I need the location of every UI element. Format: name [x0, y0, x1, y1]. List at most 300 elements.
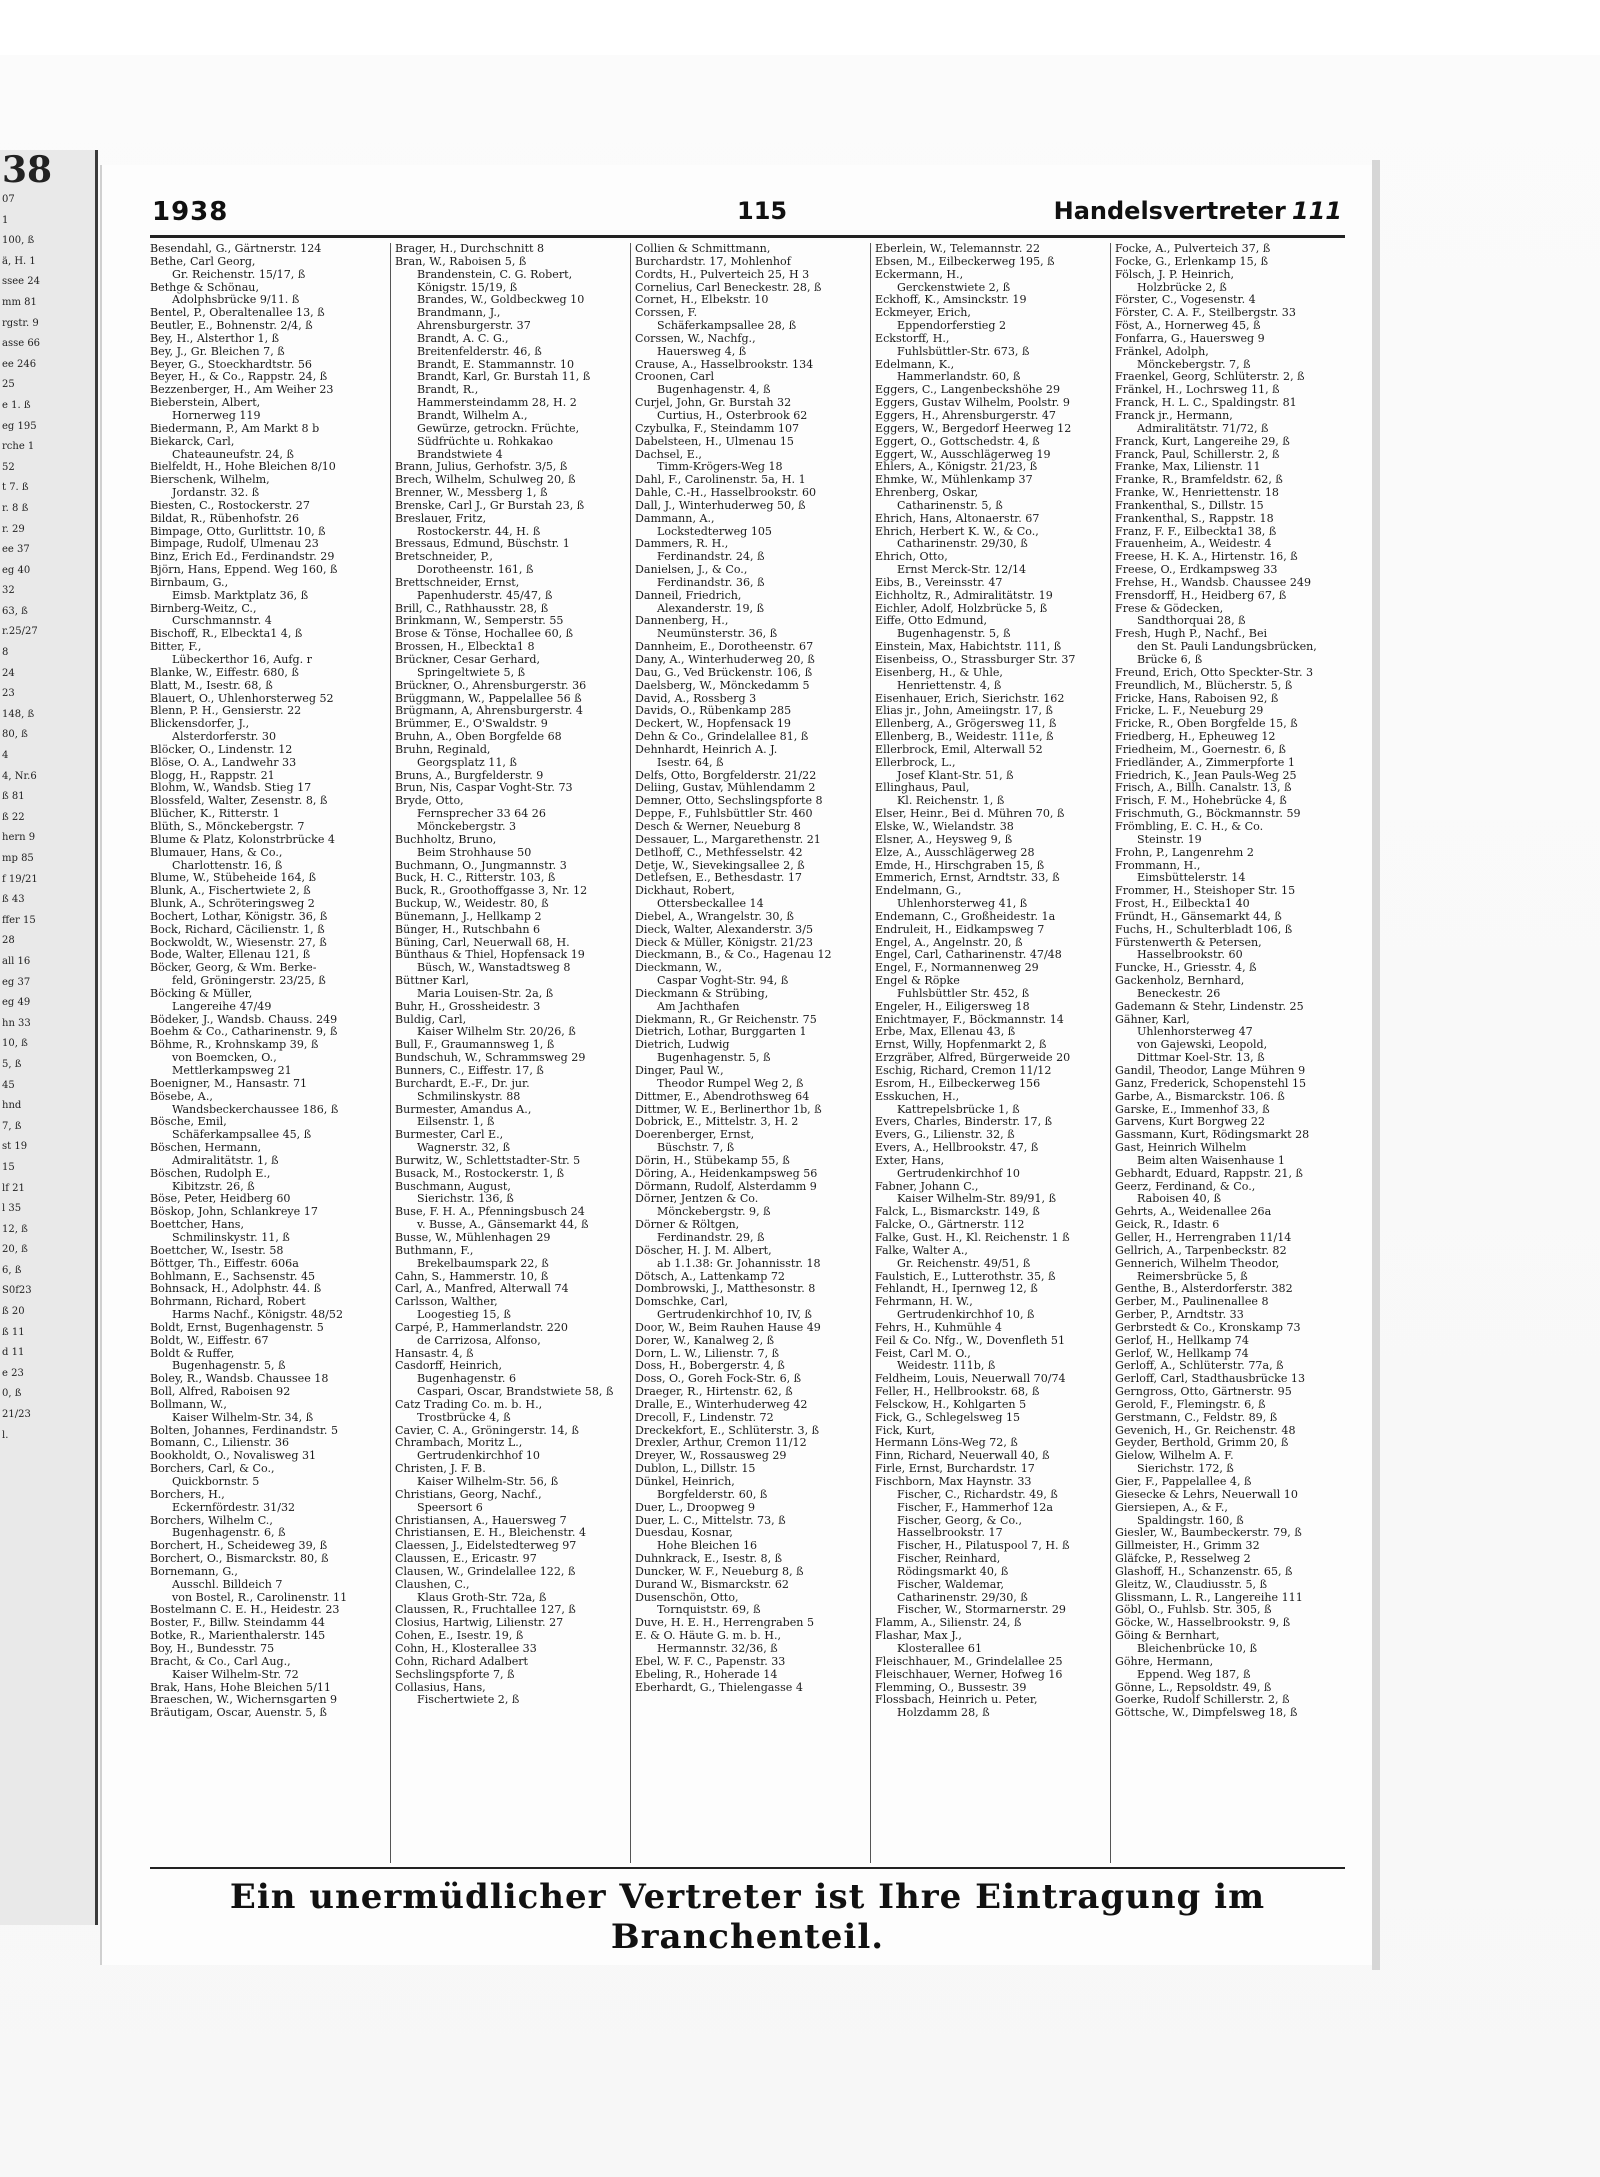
directory-entry: Elske, W., Wielandstr. 38: [875, 820, 1014, 833]
left-page-fragment: eg 49: [2, 997, 31, 1009]
directory-entry: Mönckebergstr. 7, ß: [1137, 358, 1251, 371]
directory-entry: Croonen, Carl: [635, 371, 715, 384]
directory-entry: Biedermann, P., Am Markt 8 b: [150, 422, 320, 435]
directory-entry: Bracht, & Co., Carl Aug.,: [150, 1655, 291, 1668]
directory-entry: Birnberg-Weitz, C.,: [150, 602, 257, 615]
directory-entry: Dittmer, W. E., Berlinerthor 1b, ß: [635, 1103, 822, 1116]
directory-entry: Eppend. Weg 187, ß: [1137, 1668, 1251, 1681]
directory-entry: Bugenhagenstr. 5, ß: [657, 1052, 771, 1065]
directory-entry: Freese, H. K. A., Hirtenstr. 16, ß: [1115, 551, 1298, 564]
directory-entry: Flossbach, Heinrich u. Peter,: [875, 1694, 1038, 1707]
directory-entry: Erzgräber, Alfred, Bürgerweide 20: [875, 1052, 1071, 1065]
directory-entry: Friedheim, M., Goernestr. 6, ß: [1115, 743, 1286, 756]
left-page-fragment: 15: [2, 1161, 15, 1173]
directory-entry: Dörner & Röltgen,: [635, 1219, 740, 1232]
directory-entry: Fresh, Hugh P., Nachf., Bei: [1115, 628, 1268, 641]
left-page-fragment: 45: [2, 1079, 15, 1091]
directory-entry: Schmilinskystr. 88: [417, 1090, 521, 1103]
left-page-fragment: 63, ß: [2, 605, 28, 617]
directory-entry: Corssen, F.: [635, 307, 698, 320]
directory-entry: Engel & Röpke: [875, 975, 960, 988]
directory-entry: Geerz, Ferdinand, & Co.,: [1115, 1180, 1256, 1193]
directory-entry: von Bostel, R., Carolinenstr. 11: [172, 1591, 348, 1604]
directory-entry: Charlottenstr. 16, ß: [172, 859, 283, 872]
directory-entry: Dammers, R. H.,: [635, 538, 729, 551]
left-page-fragment: 10, ß: [2, 1038, 28, 1050]
directory-entry: Blume, W., Stübeheide 164, ß: [150, 872, 316, 885]
directory-entry: Brümmer, E., O'Swaldstr. 9: [395, 718, 548, 731]
directory-entry: Doerenberger, Ernst,: [635, 1129, 755, 1142]
directory-entry: Kaiser Wilhelm-Str. 56, ß: [417, 1476, 559, 1488]
directory-entry: Brettschneider, Ernst,: [395, 576, 520, 589]
directory-entry: Elser, Heinr., Bei d. Mühren 70, ß: [875, 808, 1065, 821]
directory-entry: Trostbrücke 4, ß: [417, 1411, 511, 1424]
directory-entry: Förster, C. A. F., Steilbergstr. 33: [1115, 307, 1296, 320]
directory-entry: Gevenich, H., Gr. Reichenstr. 48: [1115, 1424, 1296, 1437]
directory-entry: Busack, M., Rostockerstr. 1, ß: [395, 1167, 565, 1180]
directory-entry: Brandmann, J.,: [417, 307, 501, 320]
directory-entry: Clausen, W., Grindelallee 122, ß: [395, 1565, 576, 1578]
directory-entry: Reimersbrücke 5, ß: [1137, 1270, 1248, 1283]
directory-entry: Gerbrstedt & Co., Kronskamp 73: [1115, 1321, 1301, 1334]
directory-entry: Hermann Löns-Weg 72, ß: [875, 1437, 1018, 1450]
directory-entry: Gläfcke, P., Resselweg 2: [1115, 1553, 1251, 1566]
directory-entry: Cohen, E., Isestr. 19, ß: [395, 1630, 524, 1643]
directory-entry: Biekarck, Carl,: [150, 435, 235, 448]
left-page-fragment: d 11: [2, 1347, 25, 1359]
directory-entry: Focke, G., Erlenkamp 15, ß: [1115, 255, 1269, 268]
directory-entry: Dannenberg, H.,: [635, 615, 729, 628]
left-page-fragment: e 1. ß: [2, 399, 31, 411]
directory-entry: Birnbaum, G.,: [150, 576, 229, 589]
directory-entry: Gewürze, getrockn. Früchte,: [417, 422, 580, 435]
directory-entry: Bostelmann C. E. H., Heidestr. 23: [150, 1604, 340, 1617]
directory-entry: Bödeker, J., Wandsb. Chauss. 249: [150, 1013, 338, 1026]
directory-entry: Rostockerstr. 44, H. ß: [417, 525, 541, 538]
directory-entry: Papenhuderstr. 45/47, ß: [417, 589, 553, 602]
directory-entry: Blatt, M., Isestr. 68, ß: [150, 679, 273, 692]
directory-entry: Raboisen 40, ß: [1137, 1193, 1222, 1206]
left-page-fragment: 4, Nr.6: [2, 770, 37, 782]
directory-entry: Erbe, Max, Ellenau 43, ß: [875, 1026, 1016, 1039]
column-5: [1110, 243, 1348, 1863]
directory-entry: Bugenhagenstr. 6, ß: [172, 1527, 286, 1540]
directory-entry: Faulstich, E., Lutterothstr. 35, ß: [875, 1270, 1056, 1283]
directory-entry: Boster, F., Billw. Steindamm 44: [150, 1617, 325, 1630]
left-page-fragment: eg 195: [2, 420, 37, 432]
directory-entry: Bran, W., Raboisen 5, ß: [395, 255, 527, 268]
directory-entry: Doss, O., Goreh Fock-Str. 6, ß: [635, 1373, 802, 1386]
directory-entry: Bomann, C., Lilienstr. 36: [150, 1437, 290, 1450]
column-4: [870, 243, 1108, 1863]
left-page-fragment: ß 43: [2, 894, 25, 906]
directory-entry: Fehlandt, H., Ipernweg 12, ß: [875, 1283, 1038, 1296]
directory-entry: Burmester, Carl E.,: [395, 1129, 504, 1142]
directory-entry: Borchert, O., Bismarckstr. 80, ß: [150, 1553, 329, 1566]
left-page-fragment: 7, ß: [2, 1120, 22, 1132]
directory-entry: Exter, Hans,: [875, 1154, 945, 1167]
directory-entry: Fricke, R., Oben Borgfelde 15, ß: [1115, 718, 1298, 731]
directory-entry: Bruns, A., Burgfelderstr. 9: [395, 769, 544, 782]
directory-entry: Evers, Charles, Binderstr. 17, ß: [875, 1116, 1053, 1129]
directory-entry: Brügmann, A, Ahrensburgerstr. 4: [395, 705, 583, 718]
directory-entry: Dahle, C.-H., Hasselbrookstr. 60: [635, 487, 817, 500]
directory-entry: Brandenstein, C. G. Robert,: [417, 268, 573, 281]
directory-entry: Bressaus, Edmund, Büschstr. 1: [395, 538, 570, 551]
directory-entry: Duhnkrack, E., Isestr. 8, ß: [635, 1553, 783, 1566]
directory-entry: Gast, Heinrich Wilhelm: [1115, 1142, 1247, 1155]
directory-entry: Eckermann, H.,: [875, 268, 964, 281]
directory-entry: Fischborn, Max Haynstr. 33: [875, 1476, 1032, 1488]
directory-entry: Duer, L. C., Mittelstr. 73, ß: [635, 1514, 786, 1527]
directory-entry: Gerlof, H., Hellkamp 74: [1115, 1334, 1249, 1347]
directory-entry: Eggert, W., Ausschlägerweg 19: [875, 448, 1051, 461]
directory-entry: Glissmann, L. R., Langereihe 111: [1115, 1591, 1303, 1604]
directory-entry: Closius, Hartwig, Lilienstr. 27: [395, 1617, 564, 1630]
directory-entry: Fuchs, H., Schulterbladt 106, ß: [1115, 923, 1293, 936]
directory-entry: Franz, F. F., Eilbeckta1 38, ß: [1115, 525, 1277, 538]
top-margin: [0, 0, 1600, 55]
directory-entry: Brill, C., Rathhausstr. 28, ß: [395, 602, 549, 615]
directory-entry: Gönne, L., Repsoldstr. 49, ß: [1115, 1681, 1272, 1694]
directory-entry: Eckernfördestr. 31/32: [172, 1501, 296, 1514]
directory-entry: Böschen, Hermann,: [150, 1142, 262, 1155]
directory-entry: Bielfeldt, H., Hohe Bleichen 8/10: [150, 461, 336, 474]
directory-entry: Brech, Wilhelm, Schulweg 20, ß: [395, 474, 576, 487]
directory-entry: Flamm, A., Silienstr. 24, ß: [875, 1617, 1022, 1630]
directory-entry: Rödingsmarkt 40, ß: [897, 1565, 1009, 1578]
directory-entry: Christiansen, A., Hauersweg 7: [395, 1514, 567, 1527]
directory-entry: Dinger, Paul W.,: [635, 1065, 724, 1077]
directory-entry: Catz Trading Co. m. b. H.,: [395, 1398, 543, 1411]
left-page-fragment: ß 22: [2, 811, 25, 823]
directory-entry: Schäferkampsallee 28, ß: [657, 320, 797, 333]
directory-entry: Focke, A., Pulverteich 37, ß: [1115, 243, 1271, 255]
directory-entry: Engeler, H., Eiligersweg 18: [875, 1000, 1030, 1013]
directory-entry: Dittmer, E., Abendrothsweg 64: [635, 1090, 810, 1103]
directory-entry: Blenn, P. H., Gensierstr. 22: [150, 705, 302, 718]
directory-entry: Mönckebergstr. 3: [417, 820, 517, 833]
directory-entry: Gerlof, W., Hellkamp 74: [1115, 1347, 1249, 1360]
directory-entry: Falke, Gust. H., Kl. Reichenstr. 1 ß: [875, 1231, 1070, 1244]
directory-entry: Duncker, W. F., Neueburg 8, ß: [635, 1565, 804, 1578]
directory-entry: Draeger, R., Hirtenstr. 62, ß: [635, 1386, 793, 1399]
directory-entry: Dötsch, A., Lattenkamp 72: [635, 1270, 785, 1283]
directory-entry: Detje, W., Sievekingsallee 2, ß: [635, 859, 805, 872]
directory-entry: Dreyer, W., Rossausweg 29: [635, 1450, 787, 1463]
directory-entry: Gillmeister, H., Grimm 32: [1115, 1540, 1260, 1553]
directory-entry: Bey, H., Alsterthor 1, ß: [150, 332, 280, 345]
directory-entry: Göhre, Hermann,: [1115, 1655, 1214, 1668]
left-page-fragment: t 7. ß: [2, 482, 29, 494]
directory-entry: Kaiser Wilhelm Str. 20/26, ß: [417, 1026, 576, 1039]
directory-entry: Buck, R., Groothoffgasse 3, Nr. 12: [395, 885, 588, 898]
directory-entry: Catharinenstr. 5, ß: [897, 499, 1003, 512]
directory-entry: Blumauer, Hans, & Co.,: [150, 846, 283, 859]
directory-entry: Böse, Peter, Heidberg 60: [150, 1193, 291, 1206]
directory-entry: Freund, Erich, Otto Speckter-Str. 3: [1115, 666, 1314, 679]
directory-entry: Ellinghaus, Paul,: [875, 782, 970, 795]
directory-entry: Danielsen, J., & Co.,: [635, 564, 748, 577]
directory-entry: Franck, Paul, Schillerstr. 2, ß: [1115, 448, 1280, 461]
directory-entry: Fick, G., Schlegelsweg 15: [875, 1411, 1021, 1424]
directory-entry: Einstein, Max, Habichtstr. 111, ß: [875, 641, 1062, 654]
directory-entry: Döring, A., Heidenkampsweg 56: [635, 1167, 818, 1180]
directory-entry: Gerloff, A., Schlüterstr. 77a, ß: [1115, 1360, 1284, 1373]
directory-entry: Flemming, O., Bussestr. 39: [875, 1681, 1027, 1694]
directory-entry: Dieckmann & Strübing,: [635, 987, 769, 1000]
directory-entry: Diekmann, R., Gr Reichenstr. 75: [635, 1013, 817, 1026]
directory-entry: Schäferkampsallee 45, ß: [172, 1129, 312, 1142]
directory-entry: Feller, H., Hellbrookstr. 68, ß: [875, 1386, 1040, 1399]
directory-entry: Böhme, R., Krohnskamp 39, ß: [150, 1039, 319, 1052]
left-page-fragment: 100, ß: [2, 235, 35, 247]
left-page-fragment: eg 40: [2, 564, 31, 576]
directory-entry: Frommer, H., Steishoper Str. 15: [1115, 885, 1296, 898]
directory-entry: Drexler, Arthur, Cremon 11/12: [635, 1437, 807, 1450]
directory-entry: Esskuchen, H.,: [875, 1090, 960, 1103]
directory-entry: Burchardstr. 17, Mohlenhof: [635, 255, 791, 268]
directory-entry: Bethge & Schönau,: [150, 281, 259, 294]
directory-entry: Bochert, Lothar, Königstr. 36, ß: [150, 910, 328, 923]
directory-entry: Casdorff, Heinrich,: [395, 1360, 503, 1373]
left-page-fragment: mm 81: [2, 296, 37, 308]
directory-entry: Burchardt, E.-F., Dr. jur.: [395, 1077, 530, 1090]
left-page-fragment: 20, ß: [2, 1244, 28, 1256]
directory-entry: Garvens, Kurt Borgweg 22: [1115, 1116, 1266, 1129]
directory-entry: Freundlich, M., Blücherstr. 5, ß: [1115, 679, 1293, 692]
directory-entry: Eimsb. Marktplatz 36, ß: [172, 589, 309, 602]
directory-entry: Brann, Julius, Gerhofstr. 3/5, ß: [395, 461, 568, 474]
directory-entry: Brandes, W., Goldbeckweg 10: [417, 294, 585, 307]
header-category-mark: 111: [1291, 197, 1342, 225]
directory-entry: Gier, F., Pappelallee 4, ß: [1115, 1476, 1252, 1488]
header-year: 1938: [152, 197, 229, 227]
directory-entry: Brinkmann, W., Semperstr. 55: [395, 615, 564, 628]
left-page-fragment: 32: [2, 585, 15, 597]
directory-entry: Hermannstr. 32/36, ß: [657, 1642, 778, 1655]
directory-entry: Steinstr. 19: [1137, 833, 1202, 846]
directory-entry: Botke, R., Marienthalerstr. 145: [150, 1630, 326, 1643]
directory-entry: Böcker, Georg, & Wm. Berke-: [150, 962, 317, 975]
directory-entry: Dörner, Jentzen & Co.: [635, 1193, 759, 1206]
directory-entry: feld, Gröningerstr. 23/25, ß: [172, 975, 326, 988]
left-page-fragment: ffer 15: [2, 914, 36, 926]
left-page-fragment: 23: [2, 688, 15, 700]
directory-entry: Brun, Nis, Caspar Voght-Str. 73: [395, 782, 573, 795]
directory-entry: Gr. Reichenstr. 15/17, ß: [172, 268, 306, 281]
directory-entry: Bode, Walter, Ellenau 121, ß: [150, 949, 311, 962]
left-page-fragment: r. 29: [2, 523, 25, 535]
directory-entry: Fischer, Georg, & Co.,: [897, 1514, 1022, 1527]
directory-entry: Frisch, F. M., Hohebrücke 4, ß: [1115, 795, 1287, 808]
directory-entry: Blanke, W., Eiffestr. 680, ß: [150, 666, 299, 679]
directory-entry: Busse, W., Mühlenhagen 29: [395, 1231, 551, 1244]
directory-entry: Ellerbrock, L.,: [875, 756, 956, 769]
directory-entry: Böttger, Th., Eiffestr. 606a: [150, 1257, 299, 1270]
directory-entry: Frömbling, E. C. H., & Co.: [1115, 820, 1264, 833]
directory-entry: Dickhaut, Robert,: [635, 885, 735, 898]
directory-entry: Biesten, C., Rostockerstr. 27: [150, 499, 310, 512]
directory-entry: Frankenthal, S., Dillstr. 15: [1115, 499, 1264, 512]
directory-entry: Fränkel, H., Lochrsweg 11, ß: [1115, 384, 1280, 397]
directory-entry: Frauenheim, A., Weidestr. 4: [1115, 538, 1272, 551]
directory-entry: Fraenkel, Georg, Schlüterstr. 2, ß: [1115, 371, 1305, 384]
directory-entry: Döscher, H. J. M. Albert,: [635, 1244, 772, 1257]
directory-entry: Dessauer, L., Margarethenstr. 21: [635, 833, 821, 846]
directory-entry: Garske, E., Immenhof 33, ß: [1115, 1103, 1270, 1116]
directory-entry: Dachsel, E.,: [635, 448, 702, 461]
directory-entry: Ehlers, A., Königstr. 21/23, ß: [875, 461, 1038, 474]
directory-entry: Feil & Co. Nfg., W., Dovenfleth 51: [875, 1334, 1066, 1347]
directory-entry: Dietrich, Lothar, Burggarten 1: [635, 1026, 807, 1039]
directory-entry: Georgsplatz 11, ß: [417, 756, 517, 769]
left-page-fragment: hnd: [2, 1100, 22, 1112]
directory-entry: Blüth, S., Mönckebergstr. 7: [150, 820, 305, 833]
directory-entry: Gassmann, Kurt, Rödingsmarkt 28: [1115, 1129, 1310, 1142]
directory-entry: Eilsenstr. 1, ß: [417, 1116, 495, 1129]
left-page-fragment: 4: [2, 750, 9, 762]
directory-entry: Gerber, M., Paulinenallee 8: [1115, 1296, 1269, 1309]
directory-entry: Bull, F., Graumannsweg 1, ß: [395, 1039, 555, 1052]
left-page-fragment: ß 20: [2, 1306, 25, 1318]
directory-entry: Adolphsbrücke 9/11. ß: [172, 294, 300, 307]
directory-entry: Boley, R., Wandsb. Chaussee 18: [150, 1373, 329, 1386]
directory-entry: Diebel, A., Wrangelstr. 30, ß: [635, 910, 794, 923]
header-category-title: Handelsvertreter: [1053, 197, 1286, 225]
directory-entry: Bugenhagenstr. 5, ß: [897, 628, 1011, 641]
directory-entry: ab 1.1.38: Gr. Johannisstr. 18: [657, 1257, 821, 1270]
left-page-fragment: 52: [2, 461, 15, 473]
directory-entry: Cordts, H., Pulverteich 25, H 3: [635, 268, 810, 281]
directory-entry: Bornemann, G.,: [150, 1565, 238, 1578]
directory-entry: Brandt, Karl, Gr. Burstah 11, ß: [417, 371, 591, 384]
directory-entry: Edelmann, K.,: [875, 358, 955, 371]
left-page-fragment: rgstr. 9: [2, 317, 39, 329]
directory-entry: Eckhoff, K., Amsinckstr. 19: [875, 294, 1027, 307]
directory-entry: Finn, Richard, Neuerwall 40, ß: [875, 1450, 1050, 1463]
directory-entry: Giesler, W., Baumbeckerstr. 79, ß: [1115, 1527, 1302, 1540]
directory-entry: Springeltwiete 5, ß: [417, 666, 526, 679]
directory-entry: Genthe, B., Alsterdorferstr. 382: [1115, 1283, 1293, 1296]
directory-entry: Gielow, Wilhelm A. F.: [1115, 1450, 1234, 1463]
directory-entry: Böcking & Müller,: [150, 987, 253, 1000]
directory-entry: Harms Nachf., Königstr. 48/52: [172, 1309, 344, 1322]
directory-entry: Lübeckerthor 16, Aufg. r: [172, 654, 312, 666]
directory-entry: Frohn, P., Langenrehm 2: [1115, 846, 1254, 859]
directory-entry: Beyer, G., Stoeckhardtstr. 56: [150, 358, 312, 371]
directory-entry: Buhr, H., Grossheidestr. 3: [395, 1000, 541, 1013]
directory-entry: Gademann & Stehr, Lindenstr. 25: [1115, 1000, 1304, 1013]
directory-entry: Beyer, H., & Co., Rappstr. 24, ß: [150, 371, 328, 384]
directory-entry: Engel, Carl, Catharinenstr. 47/48: [875, 949, 1062, 962]
directory-entry: Theodor Rumpel Weg 2, ß: [657, 1077, 804, 1090]
directory-entry: Hohe Bleichen 16: [657, 1540, 758, 1553]
directory-entry: Fischer, Reinhard,: [897, 1553, 1001, 1566]
directory-entry: Fischer, W., Stormarnerstr. 29: [897, 1604, 1066, 1617]
directory-entry: Bockwoldt, W., Wiesenstr. 27, ß: [150, 936, 327, 949]
directory-entry: Borchers, Wilhelm C.,: [150, 1514, 273, 1527]
directory-entry: Collien & Schmittmann,: [635, 243, 771, 255]
directory-entry: Domschke, Carl,: [635, 1296, 728, 1309]
header-page-number: 115: [737, 197, 788, 225]
directory-entry: Buthmann, F.,: [395, 1244, 474, 1257]
left-page-fragment: hn 33: [2, 1017, 31, 1029]
directory-entry: Claessen, J., Eidelstedterweg 97: [395, 1540, 577, 1553]
directory-entry: Fuhlsbüttler Str. 452, ß: [897, 987, 1030, 1000]
directory-entry: Tornquiststr. 69, ß: [657, 1604, 761, 1617]
left-page-fragment: r. 8 ß: [2, 502, 29, 514]
left-page-fragment: 8: [2, 647, 9, 659]
directory-entry: Dieck, Walter, Alexanderstr. 3/5: [635, 923, 814, 936]
left-page-fragment: 25: [2, 379, 15, 391]
left-page-fragment: r.25/27: [2, 626, 38, 638]
directory-entry: Dau, G., Ved Brückenstr. 106, ß: [635, 666, 813, 679]
directory-entry: Franke, Max, Lilienstr. 11: [1115, 461, 1261, 474]
directory-entry: Böschen, Rudolph E.,: [150, 1167, 271, 1180]
directory-entry: Drecoll, F., Lindenstr. 72: [635, 1411, 774, 1424]
directory-entry: Ellenberg, A., Grögersweg 11, ß: [875, 718, 1057, 731]
directory-page: [100, 165, 1374, 1965]
directory-entry: Bezzenberger, H., Am Weiher 23: [150, 384, 334, 397]
directory-entry: Am Jachthafen: [657, 1000, 740, 1013]
directory-entry: Wandsbeckerchaussee 186, ß: [172, 1103, 339, 1116]
directory-entry: Gerstmann, C., Feldstr. 89, ß: [1115, 1411, 1278, 1424]
directory-entry: Böskop, John, Schlankreye 17: [150, 1206, 318, 1219]
directory-entry: Ebeling, R., Hoherade 14: [635, 1668, 778, 1681]
directory-entry: Bretschneider, P.,: [395, 551, 493, 564]
left-page-fragment: ß 81: [2, 791, 25, 803]
directory-entry: Durand W., Bismarckstr. 62: [635, 1578, 789, 1591]
directory-entry: Frehse, H., Wandsb. Chaussee 249: [1115, 576, 1312, 589]
directory-entry: Blöse, O. A., Landwehr 33: [150, 756, 297, 769]
directory-entry: Gertrudenkirchhof 10: [417, 1450, 540, 1463]
directory-entry: Blogg, H., Rappstr. 21: [150, 769, 275, 782]
directory-entry: Glashoff, H., Schanzenstr. 65, ß: [1115, 1565, 1293, 1578]
directory-entry: Dall, J., Winterhuderweg 50, ß: [635, 499, 806, 512]
directory-entry: Desch & Werner, Neueburg 8: [635, 820, 801, 833]
directory-entry: Besendahl, G., Gärtnerstr. 124: [150, 243, 322, 255]
directory-entry: Gerold, F., Flemingstr. 6, ß: [1115, 1398, 1266, 1411]
directory-entry: Fölsch, J. P. Heinrich,: [1115, 268, 1234, 281]
directory-entry: Bischoff, R., Elbeckta1 4, ß: [150, 628, 303, 641]
directory-entry: Bookholdt, O., Novalisweg 31: [150, 1450, 317, 1463]
directory-entry: Bierschenk, Wilhelm,: [150, 474, 270, 487]
directory-entry: Ehrich, Hans, Altonaerstr. 67: [875, 512, 1040, 525]
left-page-fragment: 6, ß: [2, 1264, 22, 1276]
directory-entry: Caspari, Oscar, Brandstwiete 58, ß: [417, 1386, 614, 1399]
left-page-fragment: st 19: [2, 1141, 28, 1153]
directory-entry: Claushen, C.,: [395, 1578, 470, 1591]
directory-entry: Brager, H., Durchschnitt 8: [395, 243, 545, 255]
directory-entry: Ausschl. Billdeich 7: [172, 1578, 283, 1591]
directory-entry: Fleischhauer, Werner, Hofweg 16: [875, 1668, 1063, 1681]
directory-entry: Dieckmann, W.,: [635, 962, 722, 975]
directory-entry: Duve, H. E. H., Herrengraben 5: [635, 1617, 815, 1630]
directory-entry: Fischer, H., Pilatuspool 7, H. ß: [897, 1540, 1070, 1553]
left-page-fragment: 148, ß: [2, 708, 35, 720]
directory-entry: Endemann, C., Großheidestr. 1a: [875, 910, 1056, 923]
directory-entry: Sierichstr. 172, ß: [1137, 1463, 1234, 1476]
directory-entry: Bundschuh, W., Schrammsweg 29: [395, 1052, 586, 1065]
left-page-fragment: l 35: [2, 1203, 22, 1215]
directory-entry: Gehrts, A., Weidenallee 26a: [1115, 1206, 1272, 1219]
directory-entry: Ehrich, Otto,: [875, 551, 948, 564]
directory-entry: Boldt, Ernst, Bugenhagenstr. 5: [150, 1321, 324, 1334]
directory-entry: Franck, Kurt, Langereihe 29, ß: [1115, 435, 1290, 448]
directory-entry: Frisch, A., Billh. Canalstr. 13, ß: [1115, 782, 1292, 795]
directory-entry: Hammersteindamm 28, H. 2: [417, 397, 577, 410]
